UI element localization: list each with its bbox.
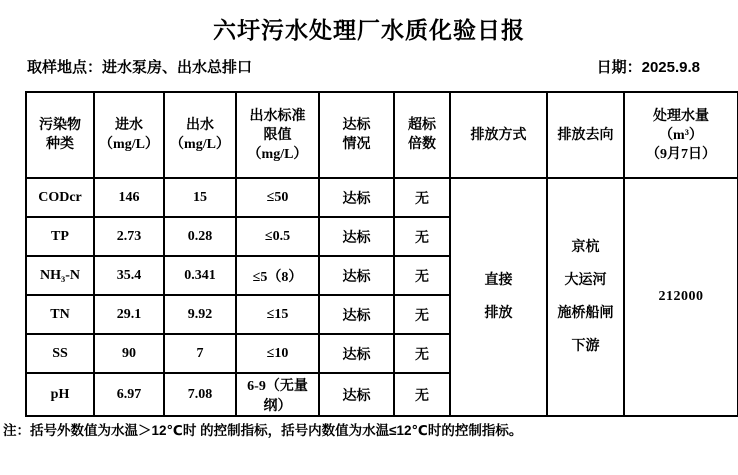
col-header-discharge-method: 排放方式 (450, 92, 547, 178)
cell-limit: ≤5（8） (236, 256, 319, 295)
col-header-treated-volume: 处理水量 （m³） （9月7日） (624, 92, 738, 178)
meta-row (0, 58, 738, 78)
col-header-influent: 进水 （mg/L） (94, 92, 164, 178)
col-header-limit: 出水标准 限值 （mg/L） (236, 92, 319, 178)
cell-limit: ≤0.5 (236, 217, 319, 256)
cell-exceedance: 无 (394, 373, 450, 416)
cell-influent: 146 (94, 178, 164, 217)
cell-influent: 6.97 (94, 373, 164, 416)
table-row-codcr (26, 178, 738, 217)
cell-effluent: 7.08 (164, 373, 236, 416)
cell-compliance: 达标 (319, 217, 394, 256)
col-header-effluent: 出水 （mg/L） (164, 92, 236, 178)
footnote: 注：括号外数值为水温＞12℃时 的控制指标，括号内数值为水温≤12℃时的控制指标。 (3, 423, 523, 438)
cell-exceedance: 无 (394, 217, 450, 256)
cell-exceedance: 无 (394, 295, 450, 334)
cell-exceedance: 无 (394, 334, 450, 373)
cell-influent: 2.73 (94, 217, 164, 256)
sampling-location-label: 取样地点：进水泵房、出水总排口 (27, 59, 253, 76)
cell-limit: ≤10 (236, 334, 319, 373)
table-header-row (26, 92, 738, 178)
cell-effluent: 15 (164, 178, 236, 217)
cell-effluent: 7 (164, 334, 236, 373)
cell-compliance: 达标 (319, 178, 394, 217)
cell-pollutant: CODcr (26, 178, 94, 217)
cell-limit: 6-9（无量纲） (236, 373, 319, 416)
col-header-compliance: 达标 情况 (319, 92, 394, 178)
col-header-exceedance: 超标 倍数 (394, 92, 450, 178)
cell-pollutant: SS (26, 334, 94, 373)
cell-compliance: 达标 (319, 334, 394, 373)
report-date-label: 日期：2025.9.8 (596, 59, 700, 76)
cell-discharge-method: 直接 排放 (450, 178, 547, 416)
cell-compliance: 达标 (319, 295, 394, 334)
page-title: 六圩污水处理厂水质化验日报 (213, 18, 525, 43)
cell-limit: ≤50 (236, 178, 319, 217)
cell-influent: 90 (94, 334, 164, 373)
cell-exceedance: 无 (394, 178, 450, 217)
col-header-pollutant: 污染物 种类 (26, 92, 94, 178)
cell-pollutant: NH₃-N (26, 256, 94, 295)
cell-compliance: 达标 (319, 256, 394, 295)
cell-effluent: 9.92 (164, 295, 236, 334)
col-header-discharge-destination: 排放去向 (547, 92, 624, 178)
cell-pollutant: TN (26, 295, 94, 334)
report-page (0, 16, 738, 475)
cell-effluent: 0.341 (164, 256, 236, 295)
cell-compliance: 达标 (319, 373, 394, 416)
cell-influent: 29.1 (94, 295, 164, 334)
cell-pollutant: pH (26, 373, 94, 416)
cell-exceedance: 无 (394, 256, 450, 295)
cell-influent: 35.4 (94, 256, 164, 295)
cell-limit: ≤15 (236, 295, 319, 334)
cell-pollutant: TP (26, 217, 94, 256)
cell-treated-volume: 212000 (624, 178, 738, 416)
cell-discharge-destination: 京杭 大运河 施桥船闸 下游 (547, 178, 624, 416)
water-quality-table (25, 91, 738, 417)
cell-effluent: 0.28 (164, 217, 236, 256)
